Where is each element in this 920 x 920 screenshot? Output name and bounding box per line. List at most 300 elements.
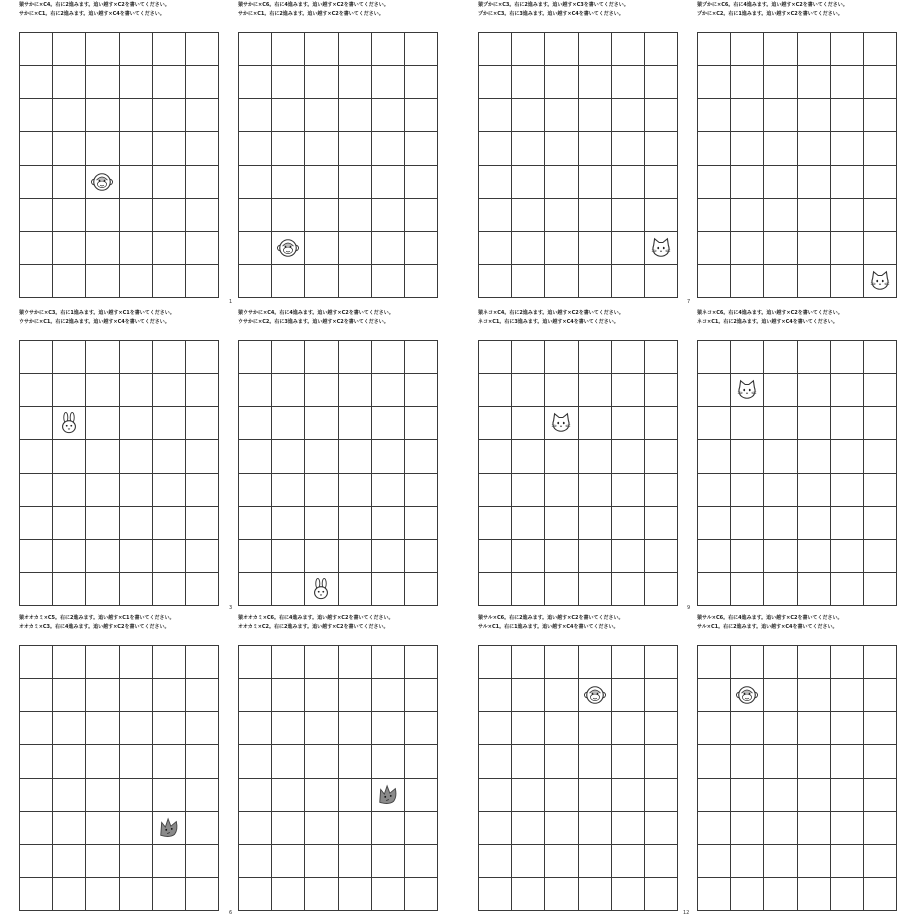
grid-cell[interactable] <box>53 845 86 878</box>
grid-cell[interactable] <box>479 440 512 473</box>
grid-cell[interactable] <box>698 745 731 778</box>
grid-cell[interactable] <box>798 341 831 374</box>
grid-cell[interactable] <box>512 265 545 298</box>
grid-cell[interactable] <box>120 232 153 265</box>
grid-cell[interactable] <box>798 66 831 99</box>
grid-cell[interactable] <box>798 474 831 507</box>
grid-cell[interactable] <box>545 440 578 473</box>
grid-cell[interactable] <box>698 33 731 66</box>
grid-cell[interactable] <box>153 712 186 745</box>
grid-cell[interactable] <box>864 232 897 265</box>
grid-cell[interactable] <box>798 265 831 298</box>
grid-cell[interactable] <box>120 341 153 374</box>
grid-cell[interactable] <box>120 66 153 99</box>
grid-cell[interactable] <box>239 646 272 679</box>
grid-cell[interactable] <box>120 265 153 298</box>
grid-cell[interactable] <box>20 66 53 99</box>
grid-cell[interactable] <box>764 232 797 265</box>
grid-cell[interactable] <box>372 745 405 778</box>
grid-cell[interactable] <box>731 745 764 778</box>
grid-cell[interactable] <box>305 712 338 745</box>
grid-cell[interactable] <box>731 407 764 440</box>
grid-cell[interactable] <box>612 679 645 712</box>
grid-cell[interactable] <box>120 573 153 606</box>
grid-cell[interactable] <box>239 679 272 712</box>
grid-cell[interactable] <box>512 845 545 878</box>
grid-cell[interactable] <box>339 845 372 878</box>
grid-cell[interactable] <box>731 679 764 712</box>
grid-cell[interactable] <box>272 66 305 99</box>
grid-cell[interactable] <box>512 374 545 407</box>
grid-cell[interactable] <box>339 440 372 473</box>
grid-cell[interactable] <box>272 812 305 845</box>
grid-cell[interactable] <box>272 745 305 778</box>
grid-cell[interactable] <box>479 679 512 712</box>
grid-cell[interactable] <box>186 132 219 165</box>
grid-cell[interactable] <box>731 712 764 745</box>
grid-cell[interactable] <box>645 66 678 99</box>
grid-cell[interactable] <box>305 66 338 99</box>
grid-cell[interactable] <box>764 265 797 298</box>
grid-cell[interactable] <box>153 199 186 232</box>
grid-cell[interactable] <box>545 265 578 298</box>
grid-cell[interactable] <box>831 66 864 99</box>
grid-cell[interactable] <box>305 474 338 507</box>
grid-cell[interactable] <box>612 474 645 507</box>
grid-cell[interactable] <box>20 878 53 911</box>
grid-cell[interactable] <box>645 878 678 911</box>
grid-cell[interactable] <box>798 779 831 812</box>
grid-cell[interactable] <box>239 132 272 165</box>
grid-cell[interactable] <box>153 845 186 878</box>
grid-cell[interactable] <box>86 232 119 265</box>
grid-cell[interactable] <box>831 845 864 878</box>
grid-cell[interactable] <box>764 812 797 845</box>
grid-cell[interactable] <box>120 474 153 507</box>
grid-cell[interactable] <box>579 507 612 540</box>
grid-cell[interactable] <box>612 540 645 573</box>
grid-cell[interactable] <box>545 779 578 812</box>
grid-cell[interactable] <box>698 66 731 99</box>
grid-cell[interactable] <box>405 199 438 232</box>
grid-cell[interactable] <box>86 540 119 573</box>
grid-cell[interactable] <box>645 166 678 199</box>
grid-cell[interactable] <box>479 166 512 199</box>
grid-cell[interactable] <box>186 712 219 745</box>
grid-cell[interactable] <box>53 99 86 132</box>
grid-cell[interactable] <box>512 474 545 507</box>
grid-cell[interactable] <box>20 474 53 507</box>
grid-cell[interactable] <box>512 407 545 440</box>
grid-cell[interactable] <box>86 646 119 679</box>
grid-cell[interactable] <box>731 265 764 298</box>
grid-cell[interactable] <box>153 99 186 132</box>
grid-cell[interactable] <box>405 99 438 132</box>
grid-cell[interactable] <box>120 878 153 911</box>
grid-cell[interactable] <box>372 66 405 99</box>
grid-cell[interactable] <box>53 66 86 99</box>
grid-cell[interactable] <box>53 679 86 712</box>
grid-cell[interactable] <box>405 132 438 165</box>
grid-cell[interactable] <box>864 540 897 573</box>
grid-cell[interactable] <box>512 712 545 745</box>
grid-cell[interactable] <box>272 232 305 265</box>
grid-cell[interactable] <box>612 341 645 374</box>
grid-cell[interactable] <box>645 407 678 440</box>
grid-cell[interactable] <box>120 407 153 440</box>
grid-cell[interactable] <box>305 745 338 778</box>
grid-cell[interactable] <box>186 199 219 232</box>
grid-cell[interactable] <box>731 199 764 232</box>
grid-cell[interactable] <box>186 679 219 712</box>
grid-cell[interactable] <box>479 845 512 878</box>
grid-cell[interactable] <box>339 474 372 507</box>
grid-cell[interactable] <box>239 265 272 298</box>
grid-cell[interactable] <box>798 812 831 845</box>
grid-cell[interactable] <box>512 679 545 712</box>
grid-cell[interactable] <box>645 474 678 507</box>
grid-cell[interactable] <box>798 166 831 199</box>
grid-cell[interactable] <box>53 265 86 298</box>
grid-cell[interactable] <box>305 374 338 407</box>
grid-cell[interactable] <box>512 132 545 165</box>
grid-cell[interactable] <box>305 679 338 712</box>
grid-cell[interactable] <box>698 474 731 507</box>
grid-cell[interactable] <box>512 99 545 132</box>
grid-cell[interactable] <box>831 712 864 745</box>
grid-cell[interactable] <box>579 374 612 407</box>
grid-cell[interactable] <box>239 440 272 473</box>
grid-cell[interactable] <box>764 779 797 812</box>
grid-cell[interactable] <box>764 99 797 132</box>
grid-cell[interactable] <box>86 132 119 165</box>
grid-cell[interactable] <box>239 199 272 232</box>
grid-cell[interactable] <box>239 33 272 66</box>
grid-cell[interactable] <box>731 646 764 679</box>
grid-cell[interactable] <box>545 812 578 845</box>
grid-cell[interactable] <box>20 199 53 232</box>
grid-cell[interactable] <box>831 132 864 165</box>
grid-cell[interactable] <box>864 341 897 374</box>
grid-cell[interactable] <box>764 199 797 232</box>
grid-cell[interactable] <box>405 374 438 407</box>
grid-cell[interactable] <box>731 341 764 374</box>
grid-cell[interactable] <box>239 712 272 745</box>
grid-cell[interactable] <box>53 33 86 66</box>
grid-cell[interactable] <box>239 745 272 778</box>
grid-cell[interactable] <box>831 440 864 473</box>
grid-cell[interactable] <box>339 745 372 778</box>
grid-cell[interactable] <box>479 341 512 374</box>
grid-cell[interactable] <box>764 646 797 679</box>
grid-cell[interactable] <box>372 812 405 845</box>
grid-cell[interactable] <box>272 33 305 66</box>
grid-cell[interactable] <box>86 166 119 199</box>
grid-cell[interactable] <box>798 745 831 778</box>
grid-cell[interactable] <box>831 232 864 265</box>
grid-cell[interactable] <box>20 341 53 374</box>
grid-cell[interactable] <box>579 679 612 712</box>
grid-cell[interactable] <box>731 66 764 99</box>
grid-cell[interactable] <box>339 199 372 232</box>
grid-cell[interactable] <box>120 679 153 712</box>
grid-cell[interactable] <box>579 132 612 165</box>
grid-cell[interactable] <box>545 232 578 265</box>
grid-cell[interactable] <box>512 779 545 812</box>
grid-cell[interactable] <box>305 440 338 473</box>
grid-cell[interactable] <box>731 166 764 199</box>
grid-cell[interactable] <box>239 66 272 99</box>
grid-cell[interactable] <box>512 341 545 374</box>
grid-cell[interactable] <box>798 878 831 911</box>
grid-cell[interactable] <box>479 573 512 606</box>
grid-cell[interactable] <box>612 440 645 473</box>
grid-cell[interactable] <box>20 779 53 812</box>
grid-cell[interactable] <box>239 99 272 132</box>
grid-cell[interactable] <box>339 712 372 745</box>
grid-cell[interactable] <box>645 265 678 298</box>
grid-cell[interactable] <box>20 265 53 298</box>
grid-cell[interactable] <box>731 474 764 507</box>
grid-cell[interactable] <box>305 265 338 298</box>
grid-cell[interactable] <box>339 573 372 606</box>
grid-cell[interactable] <box>372 265 405 298</box>
grid-cell[interactable] <box>864 199 897 232</box>
grid-cell[interactable] <box>479 66 512 99</box>
grid-cell[interactable] <box>153 374 186 407</box>
grid-cell[interactable] <box>698 265 731 298</box>
grid-cell[interactable] <box>305 407 338 440</box>
grid-cell[interactable] <box>405 812 438 845</box>
grid-cell[interactable] <box>186 407 219 440</box>
grid-cell[interactable] <box>579 878 612 911</box>
grid-cell[interactable] <box>545 66 578 99</box>
grid-cell[interactable] <box>512 878 545 911</box>
grid-cell[interactable] <box>798 440 831 473</box>
grid-cell[interactable] <box>545 99 578 132</box>
grid-cell[interactable] <box>698 646 731 679</box>
grid-cell[interactable] <box>479 646 512 679</box>
grid-cell[interactable] <box>372 132 405 165</box>
grid-cell[interactable] <box>305 540 338 573</box>
grid-cell[interactable] <box>53 573 86 606</box>
grid-cell[interactable] <box>731 779 764 812</box>
grid-cell[interactable] <box>153 540 186 573</box>
grid-cell[interactable] <box>305 779 338 812</box>
grid-cell[interactable] <box>864 407 897 440</box>
grid-cell[interactable] <box>479 507 512 540</box>
grid-cell[interactable] <box>272 679 305 712</box>
grid-cell[interactable] <box>53 440 86 473</box>
grid-cell[interactable] <box>479 132 512 165</box>
grid-cell[interactable] <box>545 679 578 712</box>
grid-cell[interactable] <box>798 232 831 265</box>
grid-cell[interactable] <box>864 66 897 99</box>
grid-cell[interactable] <box>764 374 797 407</box>
grid-cell[interactable] <box>645 341 678 374</box>
grid-cell[interactable] <box>153 573 186 606</box>
grid-cell[interactable] <box>864 745 897 778</box>
grid-cell[interactable] <box>798 132 831 165</box>
grid-cell[interactable] <box>612 166 645 199</box>
grid-cell[interactable] <box>339 66 372 99</box>
grid-cell[interactable] <box>612 407 645 440</box>
grid-cell[interactable] <box>612 812 645 845</box>
grid-cell[interactable] <box>612 265 645 298</box>
grid-cell[interactable] <box>405 341 438 374</box>
grid-cell[interactable] <box>864 646 897 679</box>
grid-cell[interactable] <box>612 646 645 679</box>
grid-cell[interactable] <box>153 66 186 99</box>
grid-cell[interactable] <box>20 132 53 165</box>
grid-cell[interactable] <box>545 540 578 573</box>
grid-cell[interactable] <box>798 507 831 540</box>
grid-cell[interactable] <box>545 341 578 374</box>
grid-cell[interactable] <box>339 341 372 374</box>
grid-cell[interactable] <box>239 812 272 845</box>
grid-cell[interactable] <box>479 745 512 778</box>
grid-cell[interactable] <box>545 199 578 232</box>
grid-cell[interactable] <box>864 374 897 407</box>
grid-cell[interactable] <box>645 199 678 232</box>
grid-cell[interactable] <box>339 33 372 66</box>
grid-cell[interactable] <box>20 99 53 132</box>
grid-cell[interactable] <box>339 812 372 845</box>
grid-cell[interactable] <box>579 474 612 507</box>
grid-cell[interactable] <box>764 712 797 745</box>
grid-cell[interactable] <box>579 712 612 745</box>
grid-cell[interactable] <box>831 33 864 66</box>
grid-cell[interactable] <box>339 232 372 265</box>
grid-cell[interactable] <box>645 845 678 878</box>
grid-cell[interactable] <box>764 878 797 911</box>
grid-cell[interactable] <box>339 646 372 679</box>
grid-cell[interactable] <box>86 679 119 712</box>
grid-cell[interactable] <box>798 374 831 407</box>
grid-cell[interactable] <box>645 440 678 473</box>
grid-cell[interactable] <box>272 132 305 165</box>
grid-cell[interactable] <box>86 66 119 99</box>
grid-cell[interactable] <box>545 712 578 745</box>
grid-cell[interactable] <box>579 779 612 812</box>
grid-cell[interactable] <box>86 265 119 298</box>
grid-cell[interactable] <box>53 540 86 573</box>
grid-cell[interactable] <box>864 878 897 911</box>
grid-cell[interactable] <box>272 407 305 440</box>
grid-cell[interactable] <box>272 265 305 298</box>
grid-cell[interactable] <box>272 374 305 407</box>
grid-cell[interactable] <box>579 407 612 440</box>
grid-cell[interactable] <box>831 540 864 573</box>
grid-cell[interactable] <box>186 779 219 812</box>
grid-cell[interactable] <box>545 33 578 66</box>
grid-cell[interactable] <box>20 845 53 878</box>
grid-cell[interactable] <box>239 845 272 878</box>
grid-cell[interactable] <box>698 374 731 407</box>
grid-cell[interactable] <box>731 812 764 845</box>
grid-cell[interactable] <box>512 440 545 473</box>
grid-cell[interactable] <box>239 507 272 540</box>
grid-cell[interactable] <box>153 779 186 812</box>
grid-cell[interactable] <box>579 646 612 679</box>
grid-cell[interactable] <box>186 745 219 778</box>
grid-cell[interactable] <box>153 407 186 440</box>
grid-cell[interactable] <box>764 66 797 99</box>
grid-cell[interactable] <box>153 232 186 265</box>
grid-cell[interactable] <box>545 845 578 878</box>
grid-cell[interactable] <box>479 99 512 132</box>
grid-cell[interactable] <box>864 474 897 507</box>
grid-cell[interactable] <box>764 166 797 199</box>
grid-cell[interactable] <box>731 507 764 540</box>
grid-cell[interactable] <box>864 679 897 712</box>
grid-cell[interactable] <box>120 374 153 407</box>
grid-cell[interactable] <box>53 232 86 265</box>
grid-cell[interactable] <box>579 199 612 232</box>
grid-cell[interactable] <box>372 440 405 473</box>
grid-cell[interactable] <box>53 745 86 778</box>
grid-cell[interactable] <box>272 646 305 679</box>
grid-cell[interactable] <box>53 374 86 407</box>
grid-cell[interactable] <box>479 878 512 911</box>
grid-cell[interactable] <box>798 99 831 132</box>
grid-cell[interactable] <box>612 745 645 778</box>
grid-cell[interactable] <box>512 573 545 606</box>
grid-cell[interactable] <box>272 440 305 473</box>
grid-cell[interactable] <box>731 33 764 66</box>
grid-cell[interactable] <box>186 507 219 540</box>
grid-cell[interactable] <box>645 132 678 165</box>
grid-cell[interactable] <box>698 199 731 232</box>
grid-cell[interactable] <box>579 573 612 606</box>
grid-cell[interactable] <box>645 374 678 407</box>
grid-cell[interactable] <box>405 166 438 199</box>
grid-cell[interactable] <box>186 440 219 473</box>
grid-cell[interactable] <box>305 341 338 374</box>
grid-cell[interactable] <box>405 474 438 507</box>
grid-cell[interactable] <box>731 232 764 265</box>
grid-cell[interactable] <box>512 540 545 573</box>
grid-cell[interactable] <box>579 745 612 778</box>
grid-cell[interactable] <box>86 573 119 606</box>
grid-cell[interactable] <box>405 646 438 679</box>
grid-cell[interactable] <box>698 440 731 473</box>
grid-cell[interactable] <box>864 99 897 132</box>
grid-cell[interactable] <box>698 679 731 712</box>
grid-cell[interactable] <box>186 845 219 878</box>
grid-cell[interactable] <box>545 573 578 606</box>
grid-cell[interactable] <box>479 540 512 573</box>
grid-cell[interactable] <box>405 845 438 878</box>
grid-cell[interactable] <box>831 646 864 679</box>
grid-cell[interactable] <box>372 99 405 132</box>
grid-cell[interactable] <box>405 66 438 99</box>
grid-cell[interactable] <box>20 407 53 440</box>
grid-cell[interactable] <box>120 507 153 540</box>
grid-cell[interactable] <box>798 646 831 679</box>
grid-cell[interactable] <box>645 646 678 679</box>
grid-cell[interactable] <box>764 474 797 507</box>
grid-cell[interactable] <box>153 745 186 778</box>
grid-cell[interactable] <box>86 878 119 911</box>
grid-cell[interactable] <box>405 265 438 298</box>
grid-cell[interactable] <box>153 265 186 298</box>
grid-cell[interactable] <box>186 232 219 265</box>
grid-cell[interactable] <box>764 341 797 374</box>
grid-cell[interactable] <box>405 33 438 66</box>
grid-cell[interactable] <box>372 845 405 878</box>
grid-cell[interactable] <box>186 573 219 606</box>
